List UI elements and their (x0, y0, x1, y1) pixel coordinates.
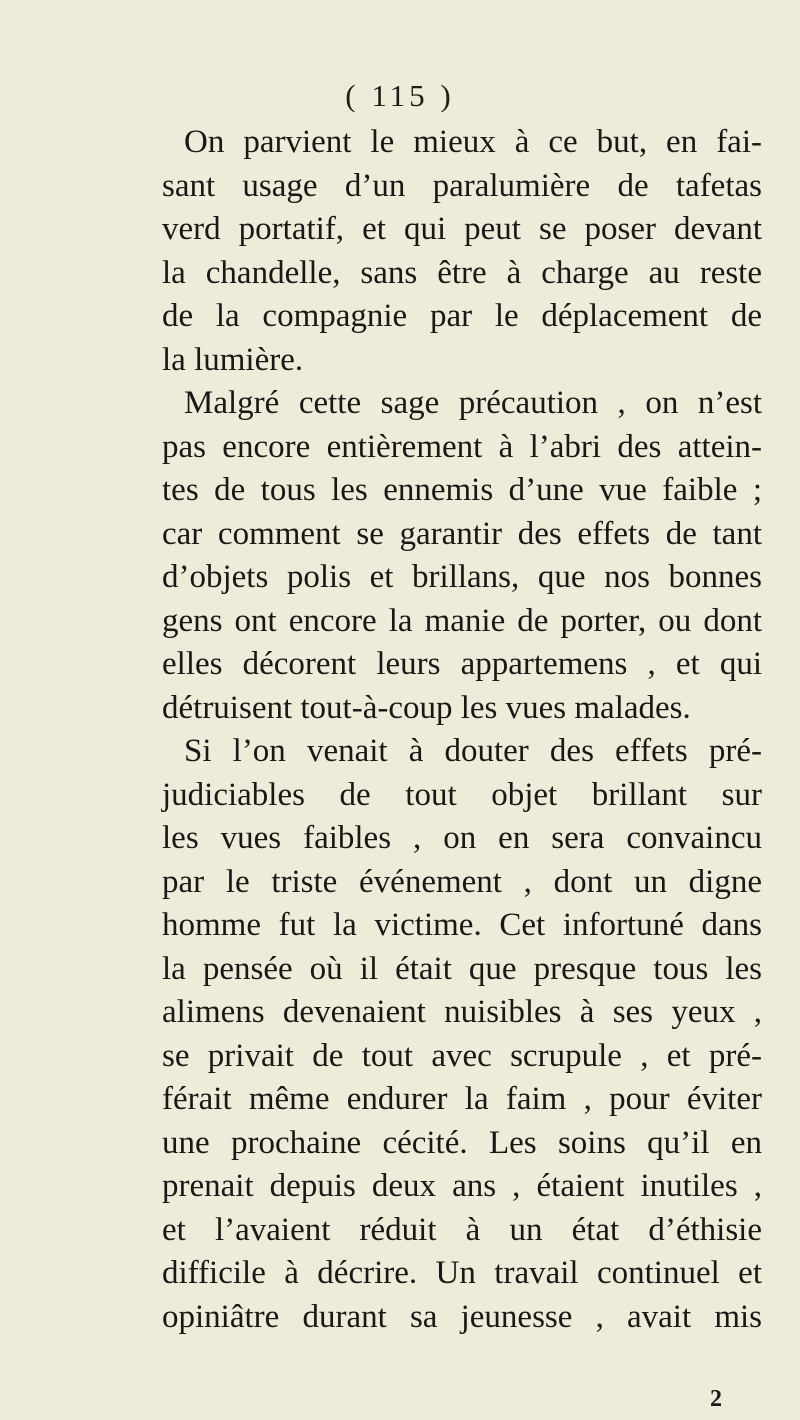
text-line: pas encore entièrement à l’abri des attein- (162, 428, 762, 465)
signature-mark: 2 (710, 1386, 722, 1412)
text-line: d’objets polis et brillans, que nos bonnes (162, 559, 762, 595)
text-line: et l’avaient réduit à un état d’éthisie (162, 1211, 762, 1248)
text-line: alimens devenaient nuisibles à ses yeux , (162, 994, 762, 1030)
page-body-text (162, 121, 762, 1339)
text-line: Si l’on venait à douter des effets pré- (184, 733, 762, 769)
text-line: Malgré cette sage précaution , on n’est (184, 385, 762, 421)
text-line: de la compagnie par le déplacement de (162, 298, 762, 334)
text-line: verd portatif, et qui peut se poser devant (162, 211, 762, 247)
text-line: détruisent tout-à-coup les vues malades. (162, 689, 691, 726)
text-line: opiniâtre durant sa jeunesse , avait mis (162, 1298, 762, 1335)
text-line: On parvient le mieux à ce but, en fai- (184, 124, 762, 160)
text-line: les vues faibles , on en sera convaincu (162, 820, 762, 856)
text-line: sant usage d’un paralumière de tafetas (162, 167, 762, 204)
text-line: elles décorent leurs appartemens , et qui (162, 646, 762, 682)
text-line: une prochaine cécité. Les soins qu’il en (162, 1124, 762, 1161)
text-line: difficile à décrire. Un travail continuel et (162, 1255, 762, 1291)
text-line: car comment se garantir des effets de tant (162, 515, 762, 552)
text-line: la lumière. (162, 341, 304, 378)
page-number-header: ( 115 ) (345, 78, 455, 113)
text-line: la pensée où il était que presque tous les (162, 950, 762, 987)
text-line: homme fut la victime. Cet infortuné dans (162, 907, 762, 943)
text-line: tes de tous les ennemis d’une vue faible ; (162, 472, 762, 508)
text-line: par le triste événement , dont un digne (162, 863, 762, 900)
text-line: prenait depuis deux ans , étaient inutiles , (162, 1168, 762, 1204)
text-line: la chandelle, sans être à charge au reste (162, 254, 762, 291)
text-line: se privait de tout avec scrupule , et pré- (162, 1037, 762, 1074)
text-line: gens ont encore la manie de porter, ou dont (162, 602, 762, 639)
text-line: judiciables de tout objet brillant sur (162, 776, 762, 813)
text-line: férait même endurer la faim , pour éviter (162, 1081, 762, 1117)
